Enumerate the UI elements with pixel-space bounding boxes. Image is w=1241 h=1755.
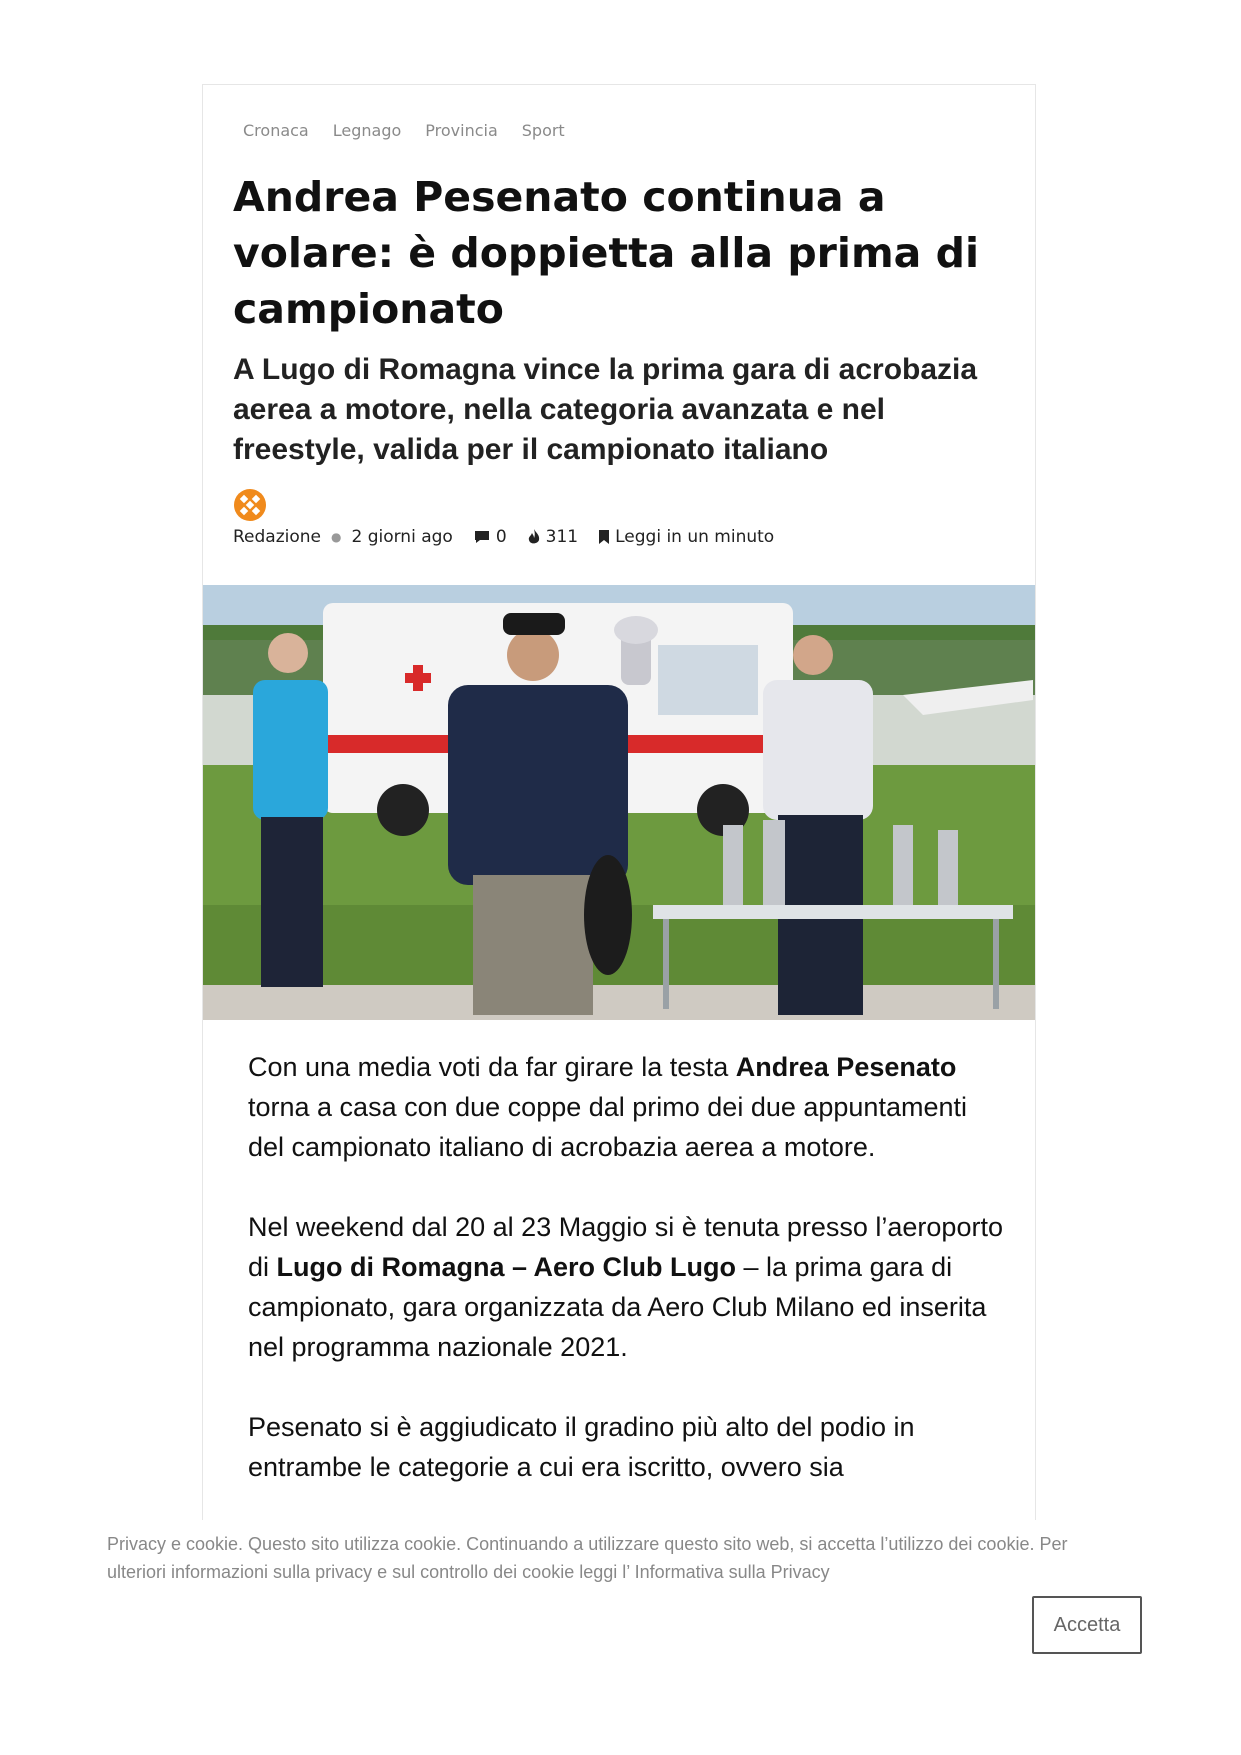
article-hero-photo: [203, 585, 1036, 1020]
body-paragraph-1: [248, 1047, 1008, 1167]
category-link-provincia[interactable]: Provincia: [425, 121, 498, 140]
privacy-policy-link[interactable]: Informativa sulla Privacy: [634, 1562, 830, 1582]
flame-icon: [527, 528, 541, 546]
article-meta: [233, 527, 774, 547]
body-bold-name: Andrea Pesenato: [735, 1052, 957, 1082]
body-bold-place: Lugo di Romagna – Aero Club Lugo: [276, 1252, 737, 1282]
body-text: Nel weekend dal 20 al 23 Maggio si è tenuta presso l’aeroporto di: [248, 1212, 1003, 1282]
category-list: [243, 121, 565, 140]
article-title: Andrea Pesenato continua a volare: è doppietta alla prima di campionato: [233, 173, 980, 333]
body-paragraph-2: [248, 1207, 1008, 1367]
body-text: Con una media voti da far girare la testa: [248, 1052, 736, 1082]
category-link-legnago[interactable]: Legnago: [332, 121, 402, 140]
reading-time-label: Leggi in un minuto: [615, 527, 775, 547]
views-count: [527, 527, 578, 547]
comments-value: 0: [495, 527, 507, 547]
body-text: – la prima gara di campionato, gara organizzata da Aero Club Milano ed inserita nel programma nazionale 2021.: [248, 1252, 987, 1362]
cookie-banner-text: [107, 1530, 1117, 1586]
comments-count[interactable]: [473, 527, 507, 547]
article-body: [248, 1047, 1008, 1527]
author-link[interactable]: Redazione: [233, 527, 321, 547]
body-text: torna a casa con due coppe dal primo dei due appuntamenti del campionato italiano di acrobazia aerea a motore.: [248, 1092, 967, 1162]
category-link-sport[interactable]: Sport: [521, 121, 565, 140]
article-date: 2 giorni ago: [351, 527, 453, 547]
cookie-message: Privacy e cookie. Questo sito utilizza cookie. Continuando a utilizzare questo sito web, si accetta l’utilizzo dei cookie. Per ulteriori informazioni sulla privacy e sul controllo dei cookie leggi l’: [107, 1534, 1068, 1582]
article-card: [202, 84, 1036, 1694]
meta-separator: ●: [331, 530, 342, 544]
views-value: 311: [545, 527, 579, 547]
cookie-banner: [0, 1520, 1241, 1700]
accept-cookies-button[interactable]: Accetta: [1032, 1596, 1142, 1654]
body-paragraph-3: Pesenato si è aggiudicato il gradino più alto del podio in entrambe le categorie a cui era iscritto, ovvero sia: [248, 1412, 915, 1482]
article-subtitle: A Lugo di Romagna vince la prima gara di acrobazia aerea a motore, nella categoria avanzata e nel freestyle, valida per il campionato italiano: [233, 353, 978, 466]
comment-icon: [473, 529, 491, 545]
author-avatar-icon[interactable]: [233, 488, 267, 522]
reading-time: [598, 527, 774, 547]
bookmark-icon: [598, 529, 610, 545]
category-link-cronaca[interactable]: Cronaca: [243, 121, 309, 140]
